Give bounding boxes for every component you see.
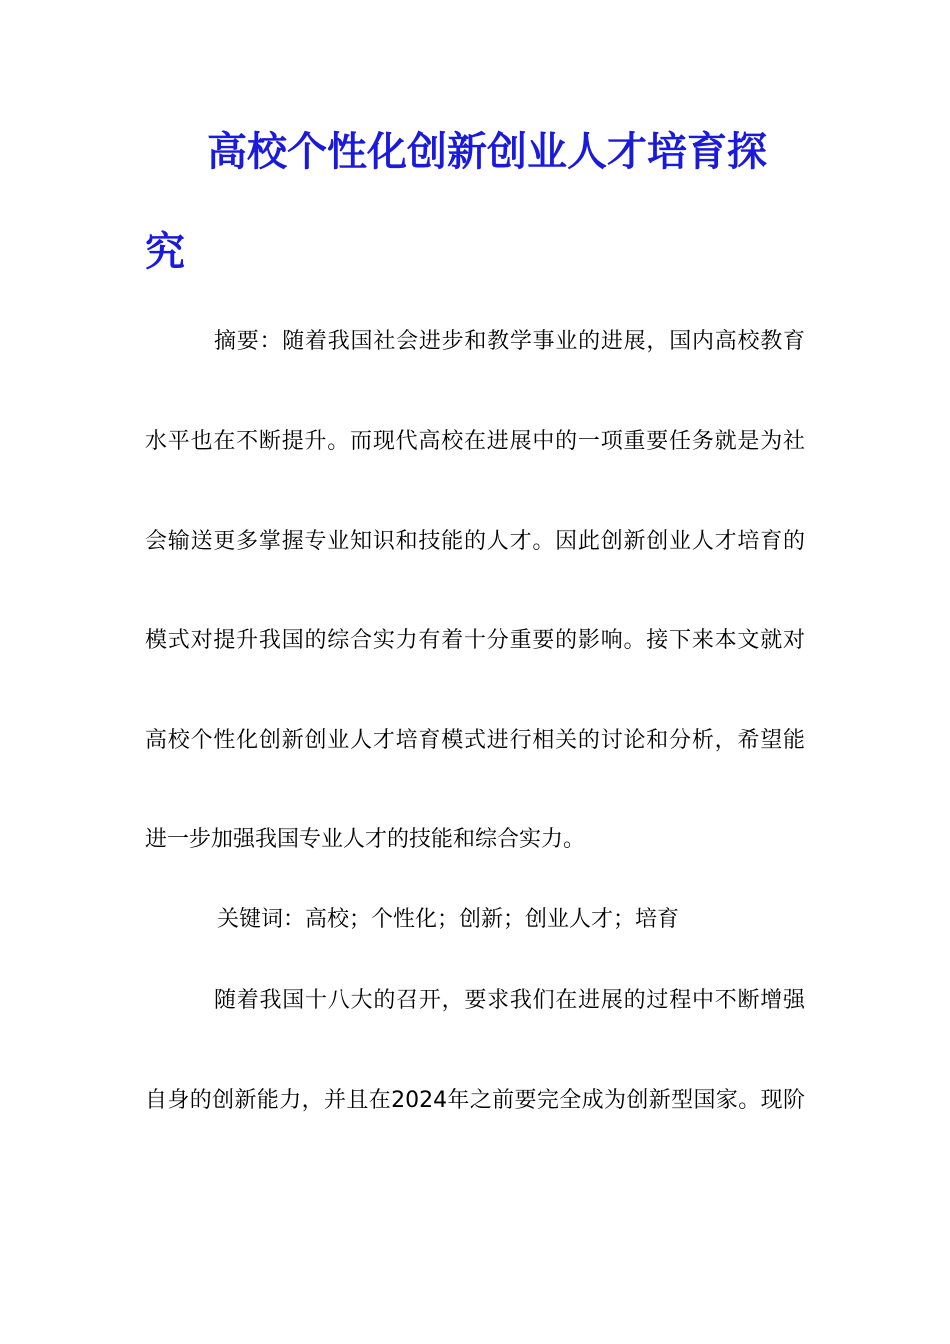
abstract-line-1: 摘要：随着我国社会进步和教学事业的进展，国内高校教育: [214, 329, 805, 354]
abstract-line-3: 会输送更多掌握专业知识和技能的人才。因此创新创业人才培育的: [145, 529, 805, 554]
keywords-line: 关键词：高校；个性化；创新；创业人才；培育: [217, 907, 680, 932]
body-line-1: 随着我国十八大的召开，要求我们在进展的过程中不断增强: [214, 988, 805, 1013]
document-title-line-1: 高校个性化创新创业人才培育探: [207, 128, 767, 175]
abstract-line-6: 进一步加强我国专业人才的技能和综合实力。: [145, 827, 586, 852]
body-line-2: 自身的创新能力，并且在2024年之前要完全成为创新型国家。现阶: [145, 1088, 805, 1113]
abstract-line-4: 模式对提升我国的综合实力有着十分重要的影响。接下来本文就对: [145, 628, 805, 653]
document-title-line-2: 究: [145, 228, 185, 275]
abstract-line-2: 水平也在不断提升。而现代高校在进展中的一项重要任务就是为社: [145, 429, 805, 454]
abstract-line-5: 高校个性化创新创业人才培育模式进行相关的讨论和分析，希望能: [145, 728, 805, 753]
